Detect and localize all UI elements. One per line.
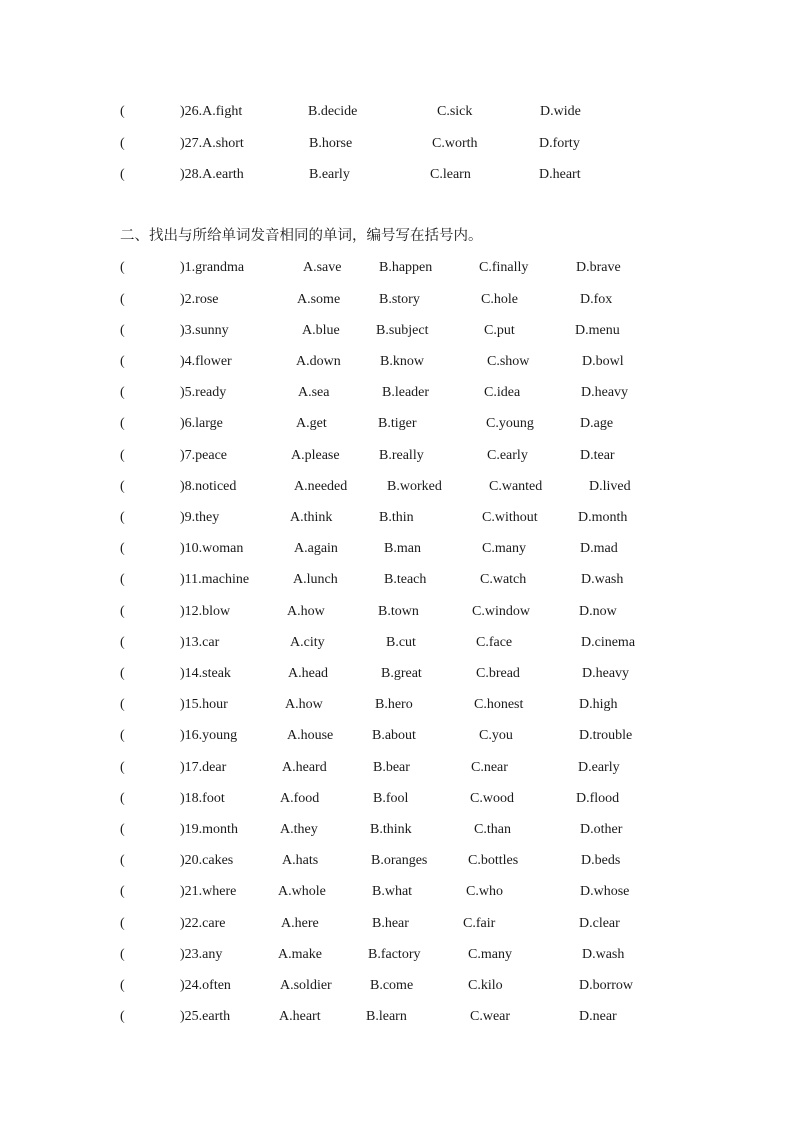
option-b: B.what (372, 884, 413, 899)
question-word: )17.dear (180, 760, 227, 775)
option-c: C.young (486, 416, 534, 431)
option-d: D.other (580, 822, 623, 837)
option-a: A.here (281, 916, 319, 931)
option-b: B.come (370, 978, 414, 993)
option-a: A.soldier (280, 978, 332, 993)
option-a: A.again (294, 541, 338, 556)
option-c: C.face (476, 635, 513, 650)
answer-paren: ( (120, 728, 125, 743)
option-d: D.forty (539, 136, 580, 151)
option-a: A.sea (298, 385, 330, 400)
option-d: D.fox (580, 292, 613, 307)
option-b: B.fool (373, 791, 409, 806)
option-b: B.think (370, 822, 412, 837)
option-d: D.trouble (579, 728, 633, 743)
option-d: D.clear (579, 916, 620, 931)
option-d: D.heart (539, 167, 581, 182)
option-a: A.down (296, 354, 341, 369)
option-c: C.bread (476, 666, 520, 681)
question-row (0, 820, 794, 840)
question-row (0, 352, 794, 372)
question-row (0, 383, 794, 403)
option-c: C.wanted (489, 479, 543, 494)
answer-paren: ( (120, 760, 125, 775)
option-b: B.subject (376, 323, 429, 338)
option-a: A.please (291, 448, 340, 463)
option-a: A.hats (282, 853, 319, 868)
option-b: B.oranges (371, 853, 428, 868)
question-row (0, 258, 794, 278)
option-c: C.near (471, 760, 508, 775)
question-row (0, 726, 794, 746)
option-d: D.wash (582, 947, 625, 962)
option-d: D.mad (580, 541, 618, 556)
option-b: B.leader (382, 385, 430, 400)
option-b: B.know (380, 354, 424, 369)
question-word: )20.cakes (180, 853, 234, 868)
option-b: B.great (381, 666, 422, 681)
question-row (0, 882, 794, 902)
answer-paren: ( (120, 260, 125, 275)
answer-paren: ( (120, 416, 125, 431)
option-c: C.than (474, 822, 511, 837)
question-row (0, 602, 794, 622)
question-word: )19.month (180, 822, 238, 837)
question-word: )13.car (180, 635, 220, 650)
question-word: )14.steak (180, 666, 231, 681)
question-word: )18.foot (180, 791, 225, 806)
answer-paren: ( (120, 385, 125, 400)
option-d: D.bowl (582, 354, 624, 369)
answer-paren: ( (120, 354, 125, 369)
option-d: D.near (579, 1009, 617, 1024)
option-a: A.some (297, 292, 341, 307)
option-d: D.tear (580, 448, 615, 463)
answer-paren: ( (120, 697, 125, 712)
question-row (0, 851, 794, 871)
answer-paren: ( (120, 884, 125, 899)
option-b: B.factory (368, 947, 421, 962)
question-word: )26.A.fight (180, 104, 243, 119)
option-b: B.man (384, 541, 421, 556)
option-d: D.brave (576, 260, 621, 275)
option-b: B.happen (379, 260, 433, 275)
option-d: D.early (578, 760, 620, 775)
option-a: A.whole (278, 884, 326, 899)
option-d: D.menu (575, 323, 620, 338)
option-b: B.learn (366, 1009, 407, 1024)
option-b: B.about (372, 728, 416, 743)
answer-paren: ( (120, 947, 125, 962)
question-word: )4.flower (180, 354, 232, 369)
question-row (0, 945, 794, 965)
option-d: D.high (579, 697, 618, 712)
option-d: D.heavy (581, 385, 629, 400)
option-a: A.food (280, 791, 320, 806)
option-c: C.wear (470, 1009, 511, 1024)
option-b: B.town (378, 604, 419, 619)
option-a: A.heard (282, 760, 327, 775)
question-row (0, 789, 794, 809)
option-b: B.early (309, 167, 350, 182)
answer-paren: ( (120, 791, 125, 806)
question-word: )27.A.short (180, 136, 244, 151)
option-b: B.bear (373, 760, 410, 775)
question-word: )24.often (180, 978, 231, 993)
question-row (0, 446, 794, 466)
option-a: A.they (280, 822, 318, 837)
option-c: C.idea (484, 385, 521, 400)
option-c: C.window (472, 604, 530, 619)
question-word: )25.earth (180, 1009, 231, 1024)
question-word: )5.ready (180, 385, 227, 400)
option-d: D.heavy (582, 666, 630, 681)
option-c: C.honest (474, 697, 524, 712)
answer-paren: ( (120, 853, 125, 868)
question-row (0, 134, 794, 154)
option-c: C.worth (432, 136, 478, 151)
question-row (0, 914, 794, 934)
option-a: A.blue (302, 323, 340, 338)
question-row (0, 102, 794, 122)
question-row (0, 508, 794, 528)
option-c: C.kilo (468, 978, 503, 993)
option-c: C.many (468, 947, 512, 962)
answer-paren: ( (120, 136, 125, 151)
option-c: C.wood (470, 791, 514, 806)
option-c: C.early (487, 448, 528, 463)
question-word: )15.hour (180, 697, 228, 712)
question-row (0, 664, 794, 684)
answer-paren: ( (120, 167, 125, 182)
option-d: D.borrow (579, 978, 634, 993)
question-word: )16.young (180, 728, 238, 743)
answer-paren: ( (120, 448, 125, 463)
option-d: D.age (580, 416, 614, 431)
option-c: C.many (482, 541, 526, 556)
option-a: A.needed (294, 479, 348, 494)
answer-paren: ( (120, 323, 125, 338)
option-a: A.think (290, 510, 333, 525)
question-word: )8.noticed (180, 479, 237, 494)
answer-paren: ( (120, 666, 125, 681)
option-b: B.horse (309, 136, 353, 151)
answer-paren: ( (120, 978, 125, 993)
question-row (0, 321, 794, 341)
option-c: C.finally (479, 260, 529, 275)
option-c: C.you (479, 728, 513, 743)
option-a: A.lunch (293, 572, 338, 587)
option-d: D.lived (589, 479, 631, 494)
question-word: )1.grandma (180, 260, 245, 275)
question-word: )7.peace (180, 448, 228, 463)
option-a: A.house (287, 728, 334, 743)
question-row (0, 633, 794, 653)
option-b: B.story (379, 292, 420, 307)
question-row (0, 477, 794, 497)
option-d: D.wide (540, 104, 581, 119)
option-a: A.save (303, 260, 342, 275)
option-b: B.hero (375, 697, 413, 712)
question-row (0, 1007, 794, 1027)
option-c: C.fair (463, 916, 496, 931)
answer-paren: ( (120, 604, 125, 619)
question-row (0, 758, 794, 778)
option-c: C.who (466, 884, 503, 899)
option-b: B.hear (372, 916, 409, 931)
option-a: A.heart (279, 1009, 321, 1024)
question-row (0, 165, 794, 185)
option-d: D.flood (576, 791, 620, 806)
option-b: B.decide (308, 104, 358, 119)
answer-paren: ( (120, 635, 125, 650)
question-row (0, 414, 794, 434)
option-d: D.wash (581, 572, 624, 587)
question-word: )12.blow (180, 604, 231, 619)
answer-paren: ( (120, 479, 125, 494)
question-word: )6.large (180, 416, 223, 431)
option-d: D.whose (580, 884, 630, 899)
answer-paren: ( (120, 572, 125, 587)
question-row (0, 976, 794, 996)
question-word: )23.any (180, 947, 223, 962)
answer-paren: ( (120, 1009, 125, 1024)
question-word: )2.rose (180, 292, 219, 307)
answer-paren: ( (120, 916, 125, 931)
answer-paren: ( (120, 292, 125, 307)
option-a: A.how (287, 604, 325, 619)
answer-paren: ( (120, 104, 125, 119)
option-c: C.learn (430, 167, 471, 182)
option-d: D.cinema (581, 635, 636, 650)
question-word: )9.they (180, 510, 220, 525)
option-b: B.cut (386, 635, 416, 650)
option-c: C.put (484, 323, 515, 338)
option-a: A.make (278, 947, 322, 962)
question-word: )3.sunny (180, 323, 229, 338)
option-d: D.beds (581, 853, 621, 868)
question-word: )21.where (180, 884, 237, 899)
option-c: C.watch (480, 572, 527, 587)
option-c: C.without (482, 510, 538, 525)
answer-paren: ( (120, 541, 125, 556)
option-b: B.teach (384, 572, 427, 587)
question-word: )11.machine (180, 572, 250, 587)
option-d: D.now (579, 604, 617, 619)
option-d: D.month (578, 510, 628, 525)
option-a: A.get (296, 416, 327, 431)
option-b: B.really (379, 448, 424, 463)
option-a: A.city (290, 635, 325, 650)
section-heading: 二、找出与所给单词发音相同的单词，编号写在括号内。 (120, 228, 483, 244)
option-a: A.head (288, 666, 329, 681)
question-row (0, 539, 794, 559)
option-c: C.hole (481, 292, 518, 307)
option-b: B.worked (387, 479, 442, 494)
answer-paren: ( (120, 510, 125, 525)
question-word: )22.care (180, 916, 226, 931)
question-row (0, 290, 794, 310)
option-a: A.how (285, 697, 323, 712)
question-word: )10.woman (180, 541, 244, 556)
question-row (0, 695, 794, 715)
option-c: C.sick (437, 104, 473, 119)
option-b: B.tiger (378, 416, 417, 431)
answer-paren: ( (120, 822, 125, 837)
option-b: B.thin (379, 510, 414, 525)
option-c: C.bottles (468, 853, 519, 868)
option-c: C.show (487, 354, 530, 369)
question-row (0, 570, 794, 590)
question-word: )28.A.earth (180, 167, 244, 182)
